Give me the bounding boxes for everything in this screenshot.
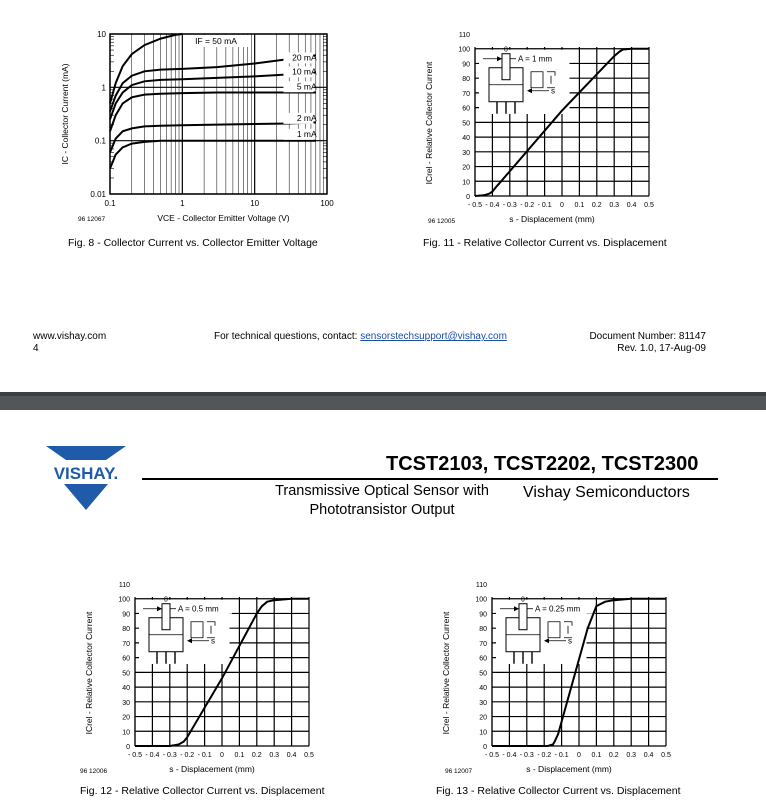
footer-contact — [214, 331, 507, 343]
fig11-tick-label-y: 100 — [458, 46, 470, 54]
fig11-tick-label-x: - 0.1 — [537, 202, 552, 209]
fig11-number: 96 12005 — [428, 218, 456, 225]
fig12-chart — [75, 575, 355, 785]
fig12-tick-label-y: 20 — [122, 714, 130, 722]
fig13-tick-label-x: 0.5 — [661, 752, 671, 759]
fig11-tick-label-y: 90 — [462, 61, 470, 69]
fig8-tick-label-x: 10 — [250, 199, 260, 208]
fig13-tick-label-y: 10 — [479, 729, 487, 737]
fig8-y-axis-label: IC - Collector Current (mA) — [60, 63, 70, 165]
fig13-zero-mark: 0 — [521, 596, 525, 604]
fig13-tick-label-y: 60 — [479, 655, 487, 663]
fig13-y-axis-label: ICrel - Relative Collector Current — [441, 611, 451, 735]
header-rule — [142, 478, 718, 480]
fig12-number: 96 12006 — [80, 768, 108, 775]
fig12-tick-label-y: 90 — [122, 611, 130, 619]
fig11-label-a: A = 1 mm — [518, 54, 553, 64]
fig8-series-label: 20 mA — [292, 52, 317, 63]
vishay-logo — [44, 446, 128, 510]
fig11-tick-label-x: 0.1 — [574, 202, 585, 209]
fig12-tick-label-x: 0.3 — [269, 752, 280, 759]
subtitle-line-1: Transmissive Optical Sensor with — [275, 483, 489, 499]
fig8-label-if: IF = 50 mA — [195, 36, 237, 46]
fig8-chart — [40, 25, 334, 235]
subtitle-line-2: Phototransistor Output — [309, 502, 455, 518]
fig13-s-symbol: s — [568, 636, 572, 646]
fig11-svg — [415, 25, 695, 235]
fig11-tick-label-x: 0.3 — [609, 202, 620, 209]
fig13-label-a: A = 0.25 mm — [535, 604, 581, 614]
fig8-tick-label-y: 0.01 — [90, 190, 106, 199]
fig13-tick-label-y: 110 — [475, 582, 487, 589]
fig8-tick-label-x: 1 — [180, 199, 185, 208]
fig8-tick-label-x: 0.1 — [104, 199, 116, 208]
fig11-tick-label-y: 0 — [466, 194, 470, 201]
fig12-tick-label-y: 40 — [122, 685, 130, 693]
fig12-x-axis-label: s - Displacement (mm) — [169, 764, 255, 774]
fig13-tick-label-x: 0.3 — [626, 752, 637, 759]
footer-revision: Rev. 1.0, 17-Aug-09 — [617, 343, 706, 354]
fig13-tick-label-x: 0.2 — [608, 752, 619, 759]
fig11-tick-label-x: 0.5 — [644, 202, 654, 209]
subtitle — [262, 482, 502, 520]
fig12-tick-label-x: - 0.1 — [197, 752, 212, 759]
page-title: TCST2103, TCST2202, TCST2300 — [386, 453, 699, 475]
fig8-tick-label-y: 0.1 — [94, 136, 106, 146]
fig13-tick-label-y: 90 — [479, 611, 487, 619]
fig13-tick-label-x: - 0.1 — [554, 752, 569, 759]
fig8-svg — [40, 25, 334, 235]
fig8-tick-label-y: 1 — [101, 83, 106, 93]
fig12-s-symbol: s — [211, 636, 215, 646]
fig11-tick-label-y: 10 — [462, 179, 470, 187]
footer-right — [560, 331, 706, 355]
fig12-tick-label-y: 0 — [126, 744, 130, 751]
page-separator — [0, 392, 766, 410]
fig11-tick-label-x: 0.4 — [626, 202, 637, 209]
fig12-tick-label-y: 60 — [122, 655, 130, 663]
fig12-svg — [75, 575, 355, 785]
fig12-caption: Fig. 12 - Relative Collector Current vs. Displacement — [80, 785, 325, 797]
fig12-tick-label-x: 0.2 — [251, 752, 262, 759]
footer-contact-prefix: For technical questions, contact: — [214, 331, 358, 342]
fig11-zero-mark: 0 — [504, 46, 508, 54]
fig12-tick-label-y: 70 — [122, 640, 130, 648]
fig8-caption: Fig. 8 - Collector Current vs. Collector Emitter Voltage — [68, 237, 318, 249]
fig11-tick-label-x: - 0.3 — [502, 202, 517, 209]
fig13-number: 96 12007 — [445, 768, 473, 775]
fig12-zero-mark: 0 — [164, 596, 168, 604]
logo-text: VISHAY. — [53, 464, 119, 483]
fig13-shutter-icon — [519, 604, 527, 630]
fig11-tick-label-y: 110 — [458, 32, 470, 39]
footer-url[interactable]: www.vishay.com — [33, 331, 107, 342]
fig11-tick-label-y: 50 — [462, 120, 470, 128]
fig12-tick-label-x: 0.5 — [304, 752, 314, 759]
fig12-shutter-icon — [162, 604, 170, 630]
fig12-label-a: A = 0.5 mm — [178, 604, 219, 614]
fig13-tick-label-y: 40 — [479, 685, 487, 693]
footer-doc-number: Document Number: 81147 — [589, 331, 706, 342]
fig13-tick-label-y: 30 — [479, 699, 487, 707]
fig11-tick-label-x: 0.2 — [591, 202, 602, 209]
fig11-tick-label-x: - 0.2 — [520, 202, 535, 209]
fig8-series-label: 10 mA — [292, 66, 317, 77]
fig13-chart — [432, 575, 712, 785]
fig13-tick-label-x: - 0.5 — [484, 752, 500, 759]
brand-name: Vishay Semiconductors — [523, 484, 690, 501]
footer-page-number: 4 — [33, 343, 39, 354]
fig8-number: 96 12067 — [78, 216, 106, 223]
fig11-y-axis-label: ICrel - Relative Collector Current — [424, 61, 434, 185]
fig11-tick-label-y: 20 — [462, 164, 470, 172]
fig11-tick-label-x: - 0.5 — [467, 202, 483, 209]
fig11-chart — [415, 25, 695, 235]
fig13-tick-label-x: - 0.2 — [537, 752, 552, 759]
fig8-series-label: 2 mA — [296, 112, 317, 123]
footer-contact-email[interactable]: sensorstechsupport@vishay.com — [360, 331, 507, 342]
fig13-tick-label-y: 20 — [479, 714, 487, 722]
fig11-x-axis-label: s - Displacement (mm) — [509, 214, 595, 224]
fig11-s-symbol: s — [551, 86, 555, 96]
fig12-tick-label-y: 50 — [122, 670, 130, 678]
fig8-series-line — [110, 141, 316, 169]
fig12-tick-label-x: 0 — [220, 752, 224, 759]
fig12-tick-label-y: 10 — [122, 729, 130, 737]
fig12-tick-label-y: 100 — [118, 596, 130, 604]
fig12-tick-label-x: - 0.2 — [180, 752, 195, 759]
fig13-tick-label-y: 0 — [483, 744, 487, 751]
fig13-tick-label-x: - 0.3 — [519, 752, 534, 759]
fig11-tick-label-x: 0 — [560, 202, 564, 209]
fig11-tick-label-y: 60 — [462, 105, 470, 113]
fig12-tick-label-x: 0.1 — [234, 752, 245, 759]
fig11-shutter-icon — [502, 54, 510, 80]
fig8-series-label: 5 mA — [296, 81, 317, 92]
fig11-tick-label-x: - 0.4 — [485, 202, 500, 209]
fig12-tick-label-y: 30 — [122, 699, 130, 707]
fig13-tick-label-x: 0.1 — [591, 752, 602, 759]
top-page — [0, 0, 766, 392]
fig8-tick-label-y: 10 — [97, 30, 106, 39]
fig12-tick-label-y: 110 — [118, 582, 130, 589]
fig11-tick-label-y: 70 — [462, 90, 470, 98]
fig13-tick-label-y: 100 — [475, 596, 487, 604]
fig13-x-axis-label: s - Displacement (mm) — [526, 764, 612, 774]
fig12-y-axis-label: ICrel - Relative Collector Current — [84, 611, 94, 735]
fig12-tick-label-x: - 0.3 — [162, 752, 177, 759]
fig13-tick-label-x: - 0.4 — [502, 752, 517, 759]
fig12-tick-label-x: - 0.5 — [127, 752, 143, 759]
fig11-caption: Fig. 11 - Relative Collector Current vs. Displacement — [423, 237, 667, 249]
fig12-tick-label-y: 80 — [122, 626, 130, 634]
fig13-tick-label-y: 80 — [479, 626, 487, 634]
fig13-caption: Fig. 13 - Relative Collector Current vs. Displacement — [436, 785, 681, 797]
fig13-tick-label-y: 50 — [479, 670, 487, 678]
footer-left — [33, 331, 106, 355]
fig11-tick-label-y: 80 — [462, 76, 470, 84]
fig12-tick-label-x: - 0.4 — [145, 752, 160, 759]
fig8-series-label: 1 mA — [296, 128, 317, 139]
fig8-tick-label-x: 100 — [320, 199, 334, 208]
fig13-tick-label-y: 70 — [479, 640, 487, 648]
fig13-tick-label-x: 0 — [577, 752, 581, 759]
fig11-tick-label-y: 40 — [462, 135, 470, 143]
fig13-svg — [432, 575, 712, 785]
fig11-tick-label-y: 30 — [462, 149, 470, 157]
fig8-x-axis-label: VCE - Collector Emitter Voltage (V) — [157, 213, 290, 223]
fig13-tick-label-x: 0.4 — [643, 752, 654, 759]
fig12-tick-label-x: 0.4 — [286, 752, 297, 759]
